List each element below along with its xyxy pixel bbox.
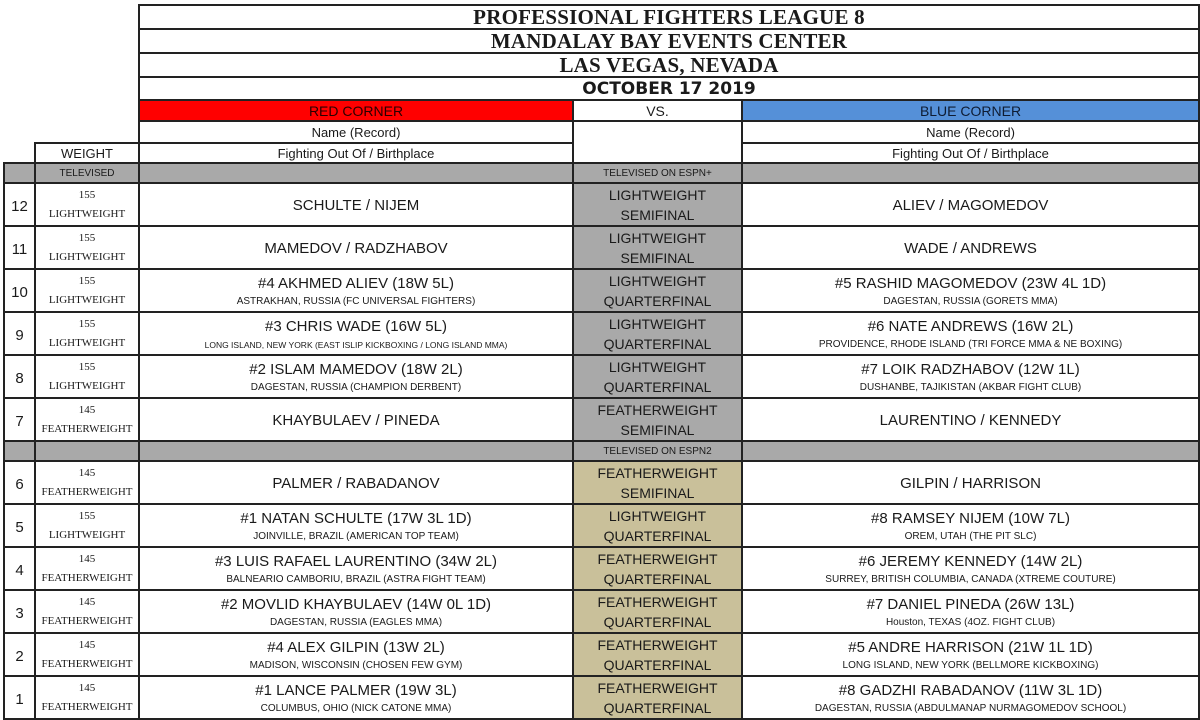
blue-fighter-name: #6 NATE ANDREWS (16W 2L)	[867, 317, 1074, 335]
bout-number: 4	[4, 547, 35, 590]
bout-number: 3	[4, 590, 35, 633]
red-fighter-name: SCHULTE / NIJEM	[292, 196, 420, 214]
red-fighter-origin: COLUMBUS, OHIO (NICK CATONE MMA)	[260, 702, 452, 714]
event-title: PROFESSIONAL FIGHTERS LEAGUE 8	[139, 5, 1199, 29]
stage-cell	[573, 226, 742, 269]
blue-fighter-origin: OREM, UTAH (THE PIT SLC)	[904, 530, 1037, 542]
stage-round: QUARTERFINAL	[603, 614, 712, 630]
stage-division: LIGHTWEIGHT	[608, 273, 707, 289]
bout-row	[4, 547, 1199, 590]
bout-row	[4, 312, 1199, 355]
weight-limit: 145	[78, 466, 96, 479]
weight-limit: 145	[78, 403, 96, 416]
red-corner-cell	[139, 269, 573, 312]
weight-limit: 145	[78, 595, 96, 608]
espn-plus-label: TELEVISED ON ESPN+	[573, 163, 742, 183]
bout-row	[4, 633, 1199, 676]
red-corner-cell	[139, 461, 573, 504]
weight-class: FEATHERWEIGHT	[41, 571, 133, 584]
stage-cell	[573, 269, 742, 312]
weight-limit: 155	[78, 360, 96, 373]
red-corner-cell	[139, 398, 573, 441]
red-fighter-origin: BALNEARIO CAMBORIU, BRAZIL (ASTRA FIGHT TEAM)	[226, 573, 486, 585]
stage-division: FEATHERWEIGHT	[597, 594, 718, 610]
blue-fighter-name: #5 ANDRE HARRISON (21W 1L 1D)	[848, 638, 1093, 656]
stage-division: LIGHTWEIGHT	[608, 359, 707, 375]
stage-round: QUARTERFINAL	[603, 657, 712, 673]
red-corner-cell	[139, 547, 573, 590]
stage-round: SEMIFINAL	[620, 485, 695, 501]
televised-label: TELEVISED	[35, 163, 139, 183]
section-espn2	[4, 441, 1199, 461]
stage-round: QUARTERFINAL	[603, 571, 712, 587]
red-fighter-origin: ASTRAKHAN, RUSSIA (FC UNIVERSAL FIGHTERS)	[236, 295, 476, 307]
blue-corner-cell	[742, 676, 1199, 719]
weight-limit: 155	[78, 509, 96, 522]
bout-row	[4, 183, 1199, 226]
red-fighter-name: #4 ALEX GILPIN (13W 2L)	[267, 638, 445, 656]
stage-cell	[573, 355, 742, 398]
event-date: OCTOBER 17 2019	[139, 77, 1199, 100]
weight-header: WEIGHT	[35, 143, 139, 163]
red-fighter-origin: LONG ISLAND, NEW YORK (EAST ISLIP KICKBOXING / LONG ISLAND MMA)	[204, 339, 508, 350]
weight-cell	[35, 461, 139, 504]
stage-round: SEMIFINAL	[620, 422, 695, 438]
red-fighter-name: #2 ISLAM MAMEDOV (18W 2L)	[249, 360, 463, 378]
weight-class: LIGHTWEIGHT	[48, 293, 126, 306]
red-fighter-origin: DAGESTAN, RUSSIA (EAGLES MMA)	[269, 616, 443, 628]
weight-cell	[35, 226, 139, 269]
bout-row	[4, 590, 1199, 633]
weight-class: LIGHTWEIGHT	[48, 379, 126, 392]
weight-limit: 145	[78, 552, 96, 565]
weight-cell	[35, 183, 139, 226]
blue-corner-cell	[742, 312, 1199, 355]
weight-cell	[35, 269, 139, 312]
stage-round: QUARTERFINAL	[603, 700, 712, 716]
weight-cell	[35, 547, 139, 590]
stage-cell	[573, 461, 742, 504]
weight-class: FEATHERWEIGHT	[41, 700, 133, 713]
red-fighter-origin: JOINVILLE, BRAZIL (AMERICAN TOP TEAM)	[253, 530, 459, 542]
weight-class: LIGHTWEIGHT	[48, 528, 126, 541]
blue-fighter-origin: DAGESTAN, RUSSIA (ABDULMANAP NURMAGOMEDOV SCHOOL)	[814, 702, 1127, 714]
weight-cell	[35, 355, 139, 398]
red-name-record-header: Name (Record)	[139, 121, 573, 143]
weight-limit: 145	[78, 681, 96, 694]
red-fighter-name: #1 NATAN SCHULTE (17W 3L 1D)	[240, 509, 472, 527]
red-corner-cell	[139, 633, 573, 676]
blue-fighter-name: WADE / ANDREWS	[904, 239, 1037, 257]
blue-fighter-name: #6 JEREMY KENNEDY (14W 2L)	[858, 552, 1083, 570]
stage-round: QUARTERFINAL	[603, 379, 712, 395]
red-fighter-name: #3 CHRIS WADE (16W 5L)	[265, 317, 447, 335]
stage-round: QUARTERFINAL	[603, 293, 712, 309]
stage-division: LIGHTWEIGHT	[608, 316, 707, 332]
bout-row	[4, 461, 1199, 504]
blue-corner-cell	[742, 355, 1199, 398]
red-fighter-name: #4 AKHMED ALIEV (18W 5L)	[258, 274, 454, 292]
red-fighter-name: PALMER / RABADANOV	[272, 474, 440, 492]
red-corner-header: RED CORNER	[139, 100, 573, 121]
section-espn-plus	[4, 163, 1199, 183]
weight-class: LIGHTWEIGHT	[48, 250, 126, 263]
weight-cell	[35, 676, 139, 719]
stage-division: FEATHERWEIGHT	[597, 637, 718, 653]
stage-round: QUARTERFINAL	[603, 528, 712, 544]
red-fighter-name: KHAYBULAEV / PINEDA	[272, 411, 440, 429]
blue-corner-cell	[742, 590, 1199, 633]
stage-division: LIGHTWEIGHT	[608, 187, 707, 203]
blue-fighter-origin: SURREY, BRITISH COLUMBIA, CANADA (XTREME COUTURE)	[825, 573, 1116, 585]
bout-number: 12	[4, 183, 35, 226]
blue-fighter-origin: DUSHANBE, TAJIKISTAN (AKBAR FIGHT CLUB)	[859, 381, 1082, 393]
blue-fighter-name: #8 GADZHI RABADANOV (11W 3L 1D)	[838, 681, 1103, 699]
blue-name-record-header: Name (Record)	[742, 121, 1199, 143]
weight-class: FEATHERWEIGHT	[41, 614, 133, 627]
weight-class: FEATHERWEIGHT	[41, 422, 133, 435]
red-fighter-name: #1 LANCE PALMER (19W 3L)	[255, 681, 457, 699]
blue-corner-cell	[742, 461, 1199, 504]
stage-division: FEATHERWEIGHT	[597, 551, 718, 567]
stage-cell	[573, 547, 742, 590]
weight-limit: 155	[78, 188, 96, 201]
stage-cell	[573, 183, 742, 226]
blue-fighter-origin: LONG ISLAND, NEW YORK (BELLMORE KICKBOXING)	[842, 659, 1099, 671]
bout-row	[4, 676, 1199, 719]
stage-division: LIGHTWEIGHT	[608, 508, 707, 524]
bout-number: 7	[4, 398, 35, 441]
bout-number: 10	[4, 269, 35, 312]
venue-title: MANDALAY BAY EVENTS CENTER	[139, 29, 1199, 53]
blue-corner-cell	[742, 547, 1199, 590]
bout-number: 5	[4, 504, 35, 547]
blue-fighter-origin: DAGESTAN, RUSSIA (GORETS MMA)	[883, 295, 1058, 307]
location-title: LAS VEGAS, NEVADA	[139, 53, 1199, 77]
blue-corner-cell	[742, 269, 1199, 312]
blue-fighter-name: #8 RAMSEY NIJEM (10W 7L)	[871, 509, 1070, 527]
weight-class: LIGHTWEIGHT	[48, 207, 126, 220]
weight-cell	[35, 312, 139, 355]
bout-row	[4, 504, 1199, 547]
bout-number: 9	[4, 312, 35, 355]
bout-number: 8	[4, 355, 35, 398]
bout-number: 2	[4, 633, 35, 676]
bout-number: 6	[4, 461, 35, 504]
stage-cell	[573, 504, 742, 547]
weight-class: LIGHTWEIGHT	[48, 336, 126, 349]
blue-fighter-origin: PROVIDENCE, RHODE ISLAND (TRI FORCE MMA & NE BOXING)	[818, 338, 1123, 350]
blue-fighting-out-of-header: Fighting Out Of / Birthplace	[742, 143, 1199, 163]
stage-division: FEATHERWEIGHT	[597, 402, 718, 418]
red-corner-cell	[139, 183, 573, 226]
blue-fighter-origin: Houston, TEXAS (4OZ. FIGHT CLUB)	[885, 616, 1056, 628]
weight-class: FEATHERWEIGHT	[41, 657, 133, 670]
red-corner-cell	[139, 676, 573, 719]
stage-division: FEATHERWEIGHT	[597, 465, 718, 481]
red-fighting-out-of-header: Fighting Out Of / Birthplace	[139, 143, 573, 163]
red-corner-cell	[139, 226, 573, 269]
stage-cell	[573, 398, 742, 441]
red-fighter-name: #3 LUIS RAFAEL LAURENTINO (34W 2L)	[214, 552, 498, 570]
weight-cell	[35, 590, 139, 633]
blue-corner-cell	[742, 398, 1199, 441]
weight-limit: 145	[78, 638, 96, 651]
blue-fighter-name: #7 LOIK RADZHABOV (12W 1L)	[861, 360, 1080, 378]
fight-card-table	[3, 4, 1200, 720]
stage-cell	[573, 676, 742, 719]
red-corner-cell	[139, 312, 573, 355]
stage-division: LIGHTWEIGHT	[608, 230, 707, 246]
red-fighter-origin: DAGESTAN, RUSSIA (CHAMPION DERBENT)	[250, 381, 462, 393]
stage-cell	[573, 312, 742, 355]
bout-row	[4, 226, 1199, 269]
blue-fighter-name: LAURENTINO / KENNEDY	[879, 411, 1062, 429]
blue-corner-cell	[742, 504, 1199, 547]
espn2-label: TELEVISED ON ESPN2	[573, 441, 742, 461]
stage-round: SEMIFINAL	[620, 250, 695, 266]
weight-limit: 155	[78, 317, 96, 330]
blue-corner-cell	[742, 633, 1199, 676]
blue-fighter-name: #5 RASHID MAGOMEDOV (23W 4L 1D)	[834, 274, 1107, 292]
stage-cell	[573, 633, 742, 676]
stage-division: FEATHERWEIGHT	[597, 680, 718, 696]
stage-round: SEMIFINAL	[620, 207, 695, 223]
weight-limit: 155	[78, 274, 96, 287]
red-fighter-name: #2 MOVLID KHAYBULAEV (14W 0L 1D)	[220, 595, 492, 613]
blue-corner-cell	[742, 183, 1199, 226]
weight-cell	[35, 398, 139, 441]
stage-cell	[573, 590, 742, 633]
bout-row	[4, 355, 1199, 398]
blue-corner-header: BLUE CORNER	[742, 100, 1199, 121]
weight-cell	[35, 633, 139, 676]
stage-round: QUARTERFINAL	[603, 336, 712, 352]
blue-fighter-name: GILPIN / HARRISON	[900, 474, 1041, 492]
red-corner-cell	[139, 355, 573, 398]
bout-row	[4, 269, 1199, 312]
red-fighter-name: MAMEDOV / RADZHABOV	[264, 239, 448, 257]
weight-cell	[35, 504, 139, 547]
blue-fighter-name: ALIEV / MAGOMEDOV	[892, 196, 1049, 214]
bout-number: 1	[4, 676, 35, 719]
weight-limit: 155	[78, 231, 96, 244]
bout-number: 11	[4, 226, 35, 269]
blue-fighter-name: #7 DANIEL PINEDA (26W 13L)	[866, 595, 1075, 613]
weight-class: FEATHERWEIGHT	[41, 485, 133, 498]
red-fighter-origin: MADISON, WISCONSIN (CHOSEN FEW GYM)	[249, 659, 463, 671]
vs-header: VS.	[573, 100, 742, 121]
red-corner-cell	[139, 504, 573, 547]
red-corner-cell	[139, 590, 573, 633]
vs-blank-cell	[573, 121, 742, 163]
bout-row	[4, 398, 1199, 441]
blue-corner-cell	[742, 226, 1199, 269]
